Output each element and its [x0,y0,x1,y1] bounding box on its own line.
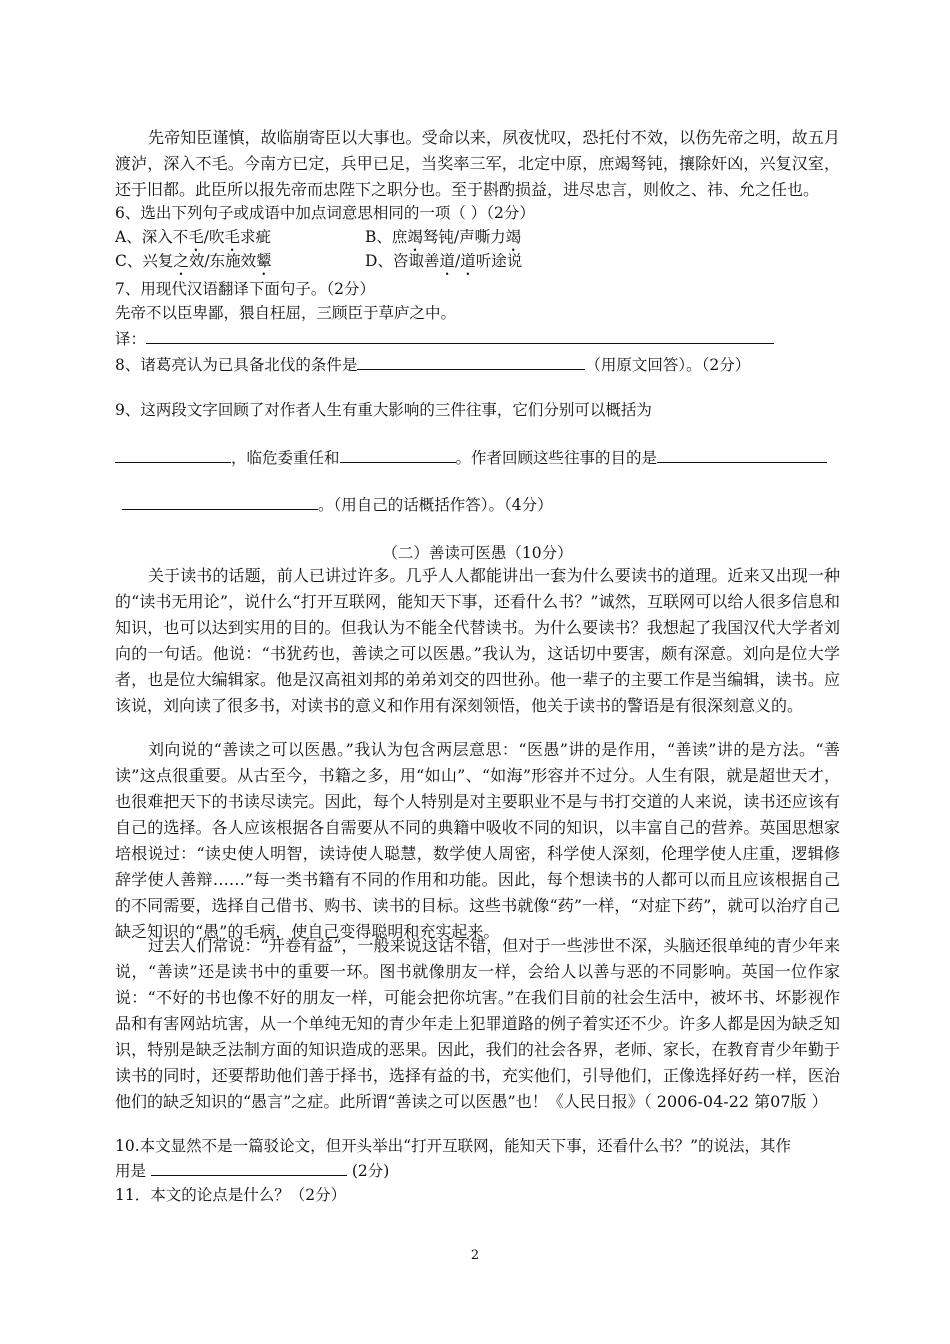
question-9-line2: ，临危委重任和 。作者回顾这些往事的目的是 [115,446,827,470]
question-11: 11．本文的论点是什么？（2分） [115,1186,347,1204]
question-10-line2: 用是 (2分) [115,1159,389,1183]
article-paragraph-1: 关于读书的话题，前人已讲过许多。几乎人人都能讲出一套为什么要读书的道理。近来又出现一种的“读书无用论”，说什么“打开互联网，能知天下事，还看什么书？”诚然，互联网可以给人很多信息和知识，也可以达到实用的目的。但我认为不能全代替读书。为什么要读书？我想起了我国汉代大学者刘向的一句话。他说：“书犹药也，善读之可以医愚。”我认为，这话切中要害，颇有深意。刘向是位大学者，也是位大编辑家。他是汉高祖刘邦的弟弟刘交的四世孙。他一辈子的主要工作是当编辑，读书。应该说，刘向读了很多书，对读书的意义和作用有深刻领悟，他关于读书的警语是有很深刻意义的。 [115,566,840,715]
question-9-line1: 9、这两段文字回顾了对作者人生有重大影响的三件往事，它们分别可以概括为 [115,401,652,419]
q9-blank-1[interactable] [115,446,231,463]
q10-answer-blank[interactable] [151,1159,347,1176]
passage-paragraph: 先帝知臣谨慎，故临崩寄臣以大事也。受命以来，夙夜忧叹，恐托付不效，以伤先帝之明，故五月渡泸，深入不毛。今南方已定，兵甲已足，当奖率三军，北定中原，庶竭驽钝，攘除奸凶，兴复汉室，还于旧都。此臣所以报先帝而忠陛下之职分也。至于斟酌损益，进尽忠言，则攸之、祎、允之任也。 [115,128,840,199]
q9-blank-3[interactable] [657,446,827,463]
page-number: 2 [470,1248,480,1263]
question-8: 8、诸葛亮认为已具备北伐的条件是 （用原文回答）。（2分） [115,353,750,377]
question-7-sentence: 先帝不以臣卑鄙，猥自枉屈，三顾臣于草庐之中。 [115,304,457,322]
q9-blank-2[interactable] [340,446,456,463]
question-10-line1: 10.本文显然不是一篇驳论文，但开头举出“打开互联网，能知天下事，还看什么书？”的说法，其作 [115,1137,792,1155]
question-6-option-d: D、咨诹善道/道听途说 [365,252,523,270]
question-6-option-b: B、庶竭驽钝/声嘶力竭 [365,228,522,246]
question-9-line3: 。（用自己的话概括作答）。（4分） [122,493,553,517]
article-paragraph-2: 刘向说的“善读之可以医愚。”我认为包含两层意思：“医愚”讲的是作用，“善读”讲的是方法。“善读”这点很重要。从古至今，书籍之多，用“如山”、“如海”形容并不过分。人生有限，就是超世天才，也很难把天下的书读尽读完。因此，每个人特别是对主要职业不是与书打交道的人来说，读书还应该有自己的选择。各人应该根据各自需要从不同的典籍中吸收不同的知识，以丰富自己的营养。英国思想家培根说过：“读史使人明智，读诗使人聪慧，数学使人周密，科学使人深刻，伦理学使人庄重，逻辑修辞学使人善辩……”每一类书籍有不同的作用和功能。因此，每个想读书的人都可以而且应该根据自己的不同需要，选择自己借书、购书、读书的目标。这些书就像“药”一样，“对症下药”，就可以治疗自己缺乏知识的“愚”的毛病，使自己变得聪明和充实起来。 [115,740,840,941]
question-6-option-c: C、兴复之效/东施效颦 [115,252,272,270]
q9-blank-4[interactable] [122,493,318,510]
translation-blank[interactable] [146,327,774,344]
question-7-stem: 7、用现代汉语翻译下面句子。（2分） [115,280,375,298]
section-2-title: （二）善读可医愚（10分） [382,544,573,562]
article-paragraph-3: 过去人们常说：“开卷有益”，一般来说这话不错，但对于一些涉世不深，头脑还很单纯的青少年来说，“善读”还是读书中的重要一环。图书就像朋友一样，会给人以善与恶的不同影响。英国一位作家说：“不好的书也像不好的朋友一样，可能会把你坑害。”在我们目前的社会生活中，被坏书、坏影视作品和有害网站坑害，从一个单纯无知的青少年走上犯罪道路的例子着实还不少。许多人都是因为缺乏知识，特别是缺乏法制方面的知识造成的恶果。因此，我们的社会各界，老师、家长，在教育青少年勤于读书的同时，还要帮助他们善于择书，选择有益的书，充实他们，引导他们，正像选择好药一样，医治他们的缺乏知识的“愚言”之症。此所谓“善读之可以医愚”也！《人民日报》（ 2006-04-22 第07版 ） [115,936,840,1111]
question-6-stem: 6、选出下列句子或成语中加点词意思相同的一项（ ）（2分） [115,204,535,222]
answer-label: 译： [115,330,147,348]
question-6-option-a: A、深入不毛/吹毛求疵 [115,228,271,246]
question-7-answer-line [115,327,774,351]
q8-answer-blank[interactable] [357,353,585,370]
